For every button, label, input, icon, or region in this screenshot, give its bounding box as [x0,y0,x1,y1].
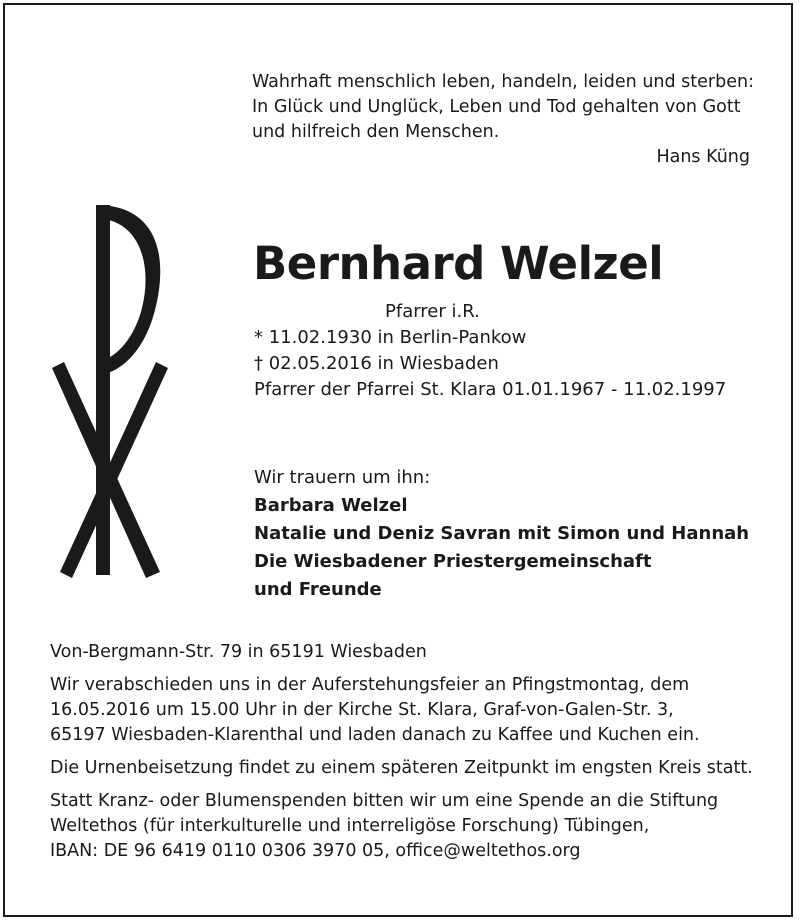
quote-line: In Glück und Unglück, Leben und Tod gehalten von Gott [252,97,741,117]
burial-info: Die Urnenbeisetzung findet zu einem späteren Zeitpunkt im engsten Kreis statt. [50,758,753,778]
mourner-name: Barbara Welzel [254,495,408,516]
ceremony-line: 16.05.2016 um 15.00 Uhr in der Kirche St. Klara, Graf-von-Galen-Str. 3, [50,700,674,720]
quote-line: Wahrhaft menschlich leben, handeln, leiden und sterben: [252,72,754,92]
mourners [254,464,749,604]
ceremony-line: Wir verabschieden uns in der Auferstehungsfeier an Pfingstmontag, dem [50,675,690,695]
deceased-details [254,325,726,403]
donation-line: Weltethos (für interkulturelle und interreligöse Forschung) Tübingen, [50,816,650,836]
donation-info [50,789,770,864]
footer [50,640,770,872]
donation-line: Statt Kranz- oder Blumenspenden bitten wir um eine Spende an die Stiftung [50,791,719,811]
donation-line: IBAN: DE 96 6419 0110 0306 3970 05, office@weltethos.org [50,841,581,861]
death-line: † 02.05.2016 in Wiesbaden [254,353,499,374]
mourners-intro: Wir trauern um ihn: [254,467,431,488]
deceased-title: Pfarrer i.R. [385,301,480,322]
career-line: Pfarrer der Pfarrei St. Klara 01.01.1967 - 11.02.1997 [254,379,727,400]
mourner-name: und Freunde [254,579,382,600]
mourner-name: Natalie und Deniz Savran mit Simon und Hannah [254,523,750,544]
chi-rho-icon [50,200,170,580]
deceased-name: Bernhard Welzel [253,237,664,290]
ceremony-line: 65197 Wiesbaden-Klarenthal und laden danach zu Kaffee und Kuchen ein. [50,725,700,745]
address: Von-Bergmann-Str. 79 in 65191 Wiesbaden [50,642,427,662]
quote-line: und hilfreich den Menschen. [252,122,500,142]
mourner-name: Die Wiesbadener Priestergemeinschaft [254,551,652,572]
quote [252,70,762,170]
birth-line: * 11.02.1930 in Berlin-Pankow [254,327,527,348]
quote-author: Hans Küng [656,147,750,167]
ceremony-info [50,673,770,748]
